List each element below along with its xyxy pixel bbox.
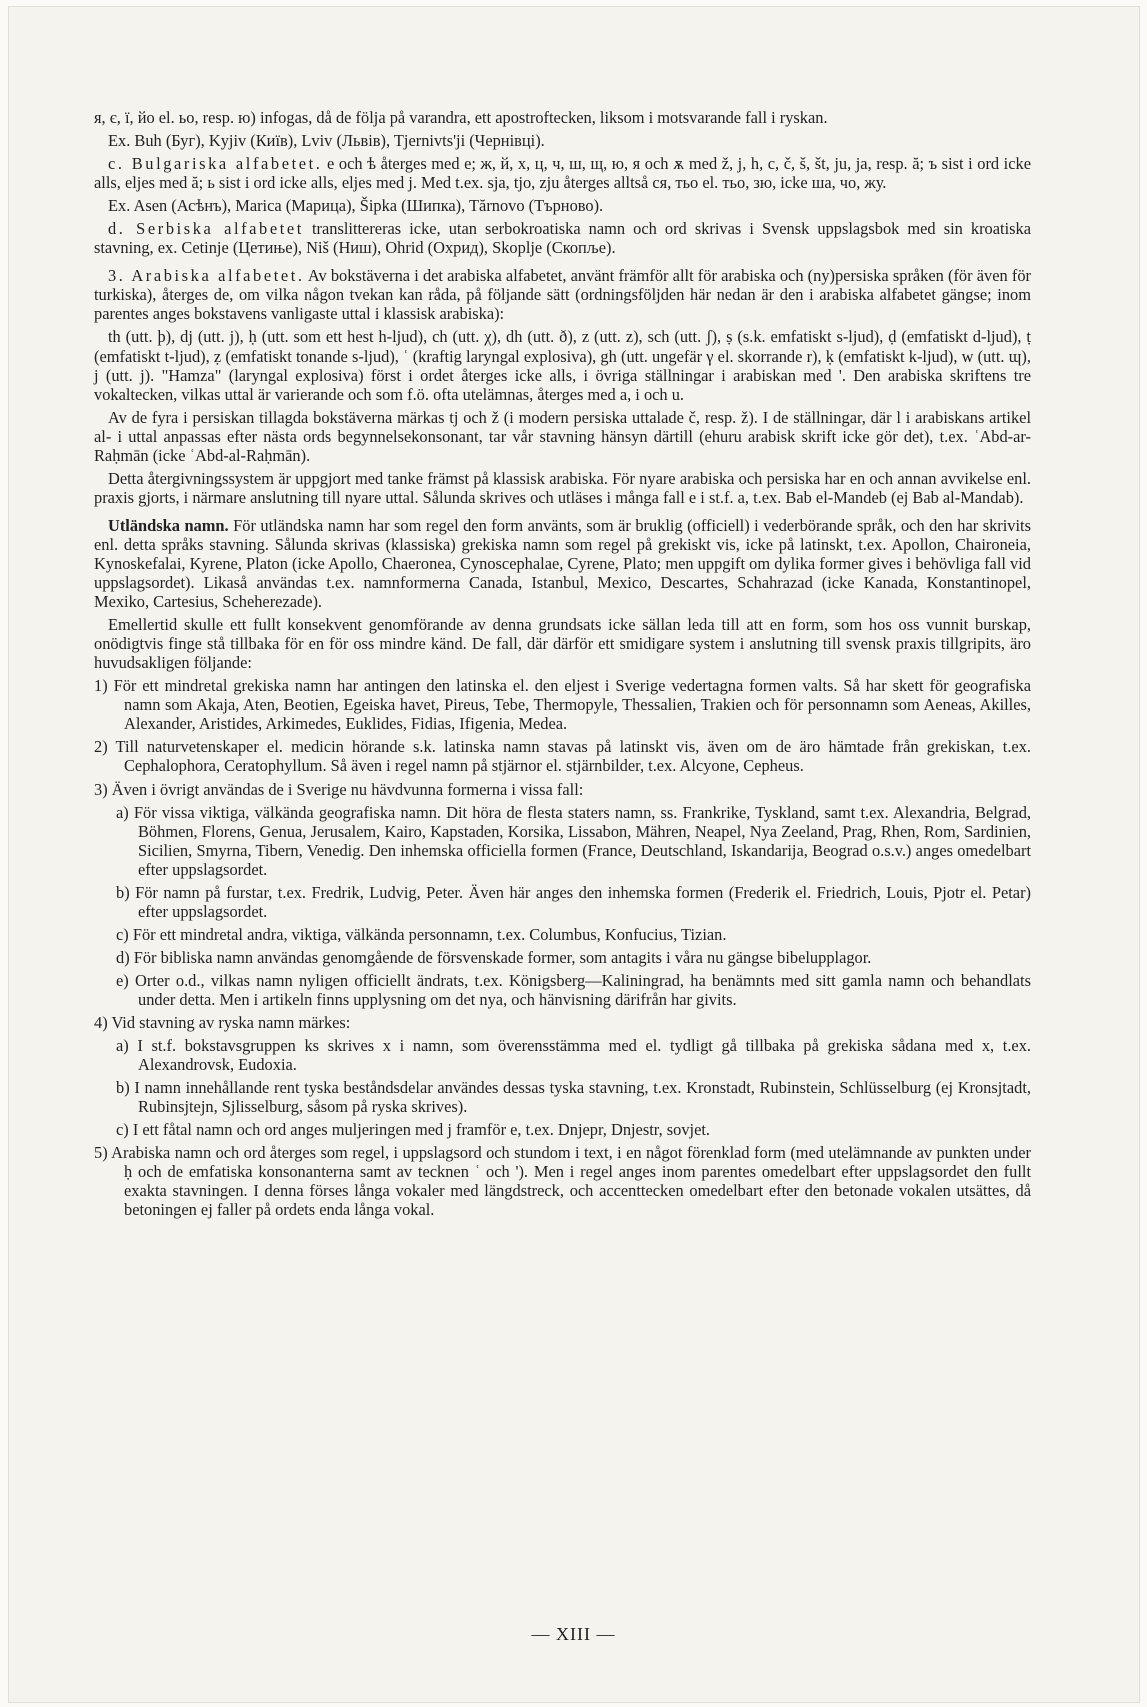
paragraph-persian: Av de fyra i persiskan tillagda bokstäverna märkas tj och ž (i modern persiska uttalade č, resp. ž). I de ställningar, där l i arabiskans artikel al- i uttal anpassas efter nästa ords begynnelsekonsonant, tar vår stavning hänsyn därtill (ehuru arabisk skrift icke gör det), t.ex. ʿAbd-ar-Raḥmān (icke ʿAbd-al-Raḥmān). xyxy=(94,407,1031,465)
heading-serbian-alphabet: d. Serbiska alfabetet xyxy=(108,219,304,239)
list-item-4b: b) I namn innehållande rent tyska beståndsdelar användes dessas tyska stavning, t.ex. Kronstadt, Rubinstein, Schlüsselburg (ej Kronsjtadt, Rubinsjtejn, Sjlisselburg, såsom på ryska skrives). xyxy=(116,1078,1031,1117)
list-item-2: 2) Till naturvetenskaper el. medicin hörande s.k. latinska namn stavas på latinskt vis, även om de äro hämtade från grekiskan, t.ex. Cephalophora, Ceratophyllum. Så även i regel namn på stjärnor el. stjärnbilder, t.ex. Alcyone, Cepheus. xyxy=(94,737,1031,776)
foreign-names-text: För utländska namn har som regel den form använts, som är bruklig (officiell) i vederbörande språk, och den har skrivits enl. detta språks stavning. Sålunda skrivas (klassiska) grekiska namn som regel på grekiskt vis, icke på latinskt, t.ex. Apollon, Chaironeia, Kynoskefalai, Kyrene, Platon (icke Apollo, Chaeronea, Cynoscephalae, Cyrene, Plato; men uppgift om dylika former gives i behövliga fall vid uppslagsordet). Likaså användas t.ex. namnformerna Canada, Istanbul, Mexico, Descartes, Schahrazad (icke Kanada, Konstantinopel, Mexiko, Cartesius, Scheherezade). xyxy=(94,515,1031,612)
paragraph-transcription-system: Detta återgivningssystem är uppgjort med tanke främst på klassisk arabiska. För nyare arabiska och persiska har en och annan avvikelse enl. praxis gjorts, i närmare anslutning till nyare uttal. Sålunda skrives och utläses i många fall e i st.f. a, t.ex. Bab el-Mandeb (ej Bab al-Mandab). xyxy=(94,468,1031,507)
paragraph-bulgarian-examples: Ex. Asen (Асѣнъ), Marica (Марица), Šipka (Шипка), Tărnovo (Търново). xyxy=(108,196,604,216)
paragraph-foreign-names xyxy=(94,516,1031,611)
heading-bulgarian-alphabet: c. Bulgariska alfabetet. xyxy=(108,154,323,174)
paragraph-arabic xyxy=(94,266,1031,323)
list-item-3b: b) För namn på furstar, t.ex. Fredrik, Ludvig, Peter. Även här anges den inhemska formen (Frederik el. Friedrich, Louis, Pjotr el. Petar) efter uppslagsordet. xyxy=(116,882,1031,921)
list-item-3d: d) För bibliska namn användas genomgående de försvenskade former, som antagits i våra nu gängse bibelupplagor. xyxy=(116,947,872,967)
paragraph-serbian xyxy=(94,219,1031,257)
serbian-rules: translittereras icke, utan serbokroatiska namn och ord skrivas i Svensk uppslagsbok med sin kroatiska stavning, ex. Cetinje (Цетиње), Niš (Ниш), Ohrid (Охрид), Skoplje (Скопље). xyxy=(94,219,1031,258)
page-number: — XIII — xyxy=(531,1624,616,1644)
list-item-3c: c) För ett mindretal andra, viktiga, välkända personnamn, t.ex. Columbus, Konfucius, Tizian. xyxy=(116,924,727,944)
list-item-4c: c) I ett fåtal namn och ord anges muljeringen med j framför e, t.ex. Dnjepr, Dnjestr, sovjet. xyxy=(116,1120,711,1140)
list-item-5: 5) Arabiska namn och ord återges som regel, i uppslagsord och stundom i text, i en något förenklad form (med utelämnande av punkten under ḥ och de emfatiska konsonanterna samt av tecknen ʿ och '). Men i regel anges inom parentes omedelbart efter uppslagsordet den fullt exakta stavningen. I denna förses långa vokaler med längdstreck, och accenttecken omedelbart efter den betonade vokalen utsättes, då betoningen ej faller på ordets enda långa vokal. xyxy=(94,1143,1031,1220)
paragraph-bulgarian xyxy=(94,154,1031,192)
list-item-4a: a) I st.f. bokstavsgruppen ks skrives x i namn, som överensstämma med el. tydligt gå tillbaka på grekiska sådana med x, t.ex. Alexandrovsk, Eudoxia. xyxy=(116,1036,1031,1075)
bulgarian-rules: e och ѣ återges med e; ж, й, х, ц, ч, ш, щ, ю, я och ѫ med ž, j, h, c, č, š, št, ju, ja, resp. ă; ъ sist i ord icke alls, eljes med ă; ь sist i ord icke alls, eljes med j. Med t.ex. sja, tjo, zju återges alltså ся, тьо el. тьо, зю, icke ша, чо, жу. xyxy=(94,154,1031,193)
list-item-4: 4) Vid stavning av ryska namn märkes: xyxy=(94,1013,351,1033)
arabic-intro: Av bokstäverna i det arabiska alfabetet, använt främför allt för arabiska och (ny)persiska språken (för även för turkiska), återges de, om vilka någon tvekan kan råda, på följande sätt (ordningsföljden här nedan är den i arabiska alfabetet gängse; inom parentes anges bokstavens vanligaste uttal i klassisk arabiska): xyxy=(94,266,1031,324)
paragraph-arabic-letters: th (utt. þ), dj (utt. j), ḥ (utt. som ett hest h-ljud), ch (utt. χ), dh (utt. ð), z (utt. z), sch (utt. ʃ), ṣ (s.k. emfatiskt s-ljud), ḍ (emfatiskt d-ljud), ṭ (emfatiskt t-ljud), ẓ (emfatiskt tonande s-ljud), ʿ (kraftig laryngal explosiva), gh (utt. ungefär γ el. skorrande r), ḳ (emfatiskt k-ljud), w (utt. ɰ), j (utt. j). "Hamza" (laryngal explosiva) först i ordet återges icke alls, i övriga ställningar i arabiskan med '. Den arabiska skriftens tre vokaltecken, vilkas uttal är varierande och som f.ö. ofta utelämnas, återges med a, i och u. xyxy=(94,327,1031,404)
paragraph-ukrainian-examples: Ex. Buh (Буг), Kyjiv (Київ), Lviv (Львів), Tjernivts'ji (Чернівці). xyxy=(108,131,545,151)
list-item-3: 3) Även i övrigt användas de i Sverige nu hävdvunna formerna i vissa fall: xyxy=(94,779,584,799)
list-item-1: 1) För ett mindretal grekiska namn har antingen den latinska el. den eljest i Sverige vedertagna formen valts. Så har skett för geografiska namn som Akaja, Aten, Beotien, Egeiska havet, Pireus, Tebe, Thermopyle, Thessalien, Trakien och för personnamn som Aeneas, Akilles, Alexander, Aristides, Arkimedes, Euklides, Fidias, Ifigenia, Medea. xyxy=(94,676,1031,734)
paragraph-apostrophe: я, є, ї, йо el. ьо, resp. ю) infogas, då de följa på varandra, ett apostroftecken, liksom i motsvarande fall i ryskan. xyxy=(94,108,828,127)
body-text xyxy=(94,108,1031,1223)
heading-foreign-names: Utländska namn. xyxy=(108,515,229,535)
list-item-3e: e) Orter o.d., vilkas namn nyligen officiellt ändrats, t.ex. Königsberg—Kaliningrad, ha benämnts med sitt gamla namn och behandlats under detta. Men i artikeln finns upplysning om det nya, och hänvisning därifrån har givits. xyxy=(116,970,1031,1009)
heading-arabic-alphabet: 3. Arabiska alfabetet. xyxy=(108,266,305,286)
list-item-3a: a) För vissa viktiga, välkända geografiska namn. Dit höra de flesta staters namn, ss. Frankrike, Tyskland, samt t.ex. Alexandria, Belgrad, Böhmen, Florens, Genua, Jerusalem, Kairo, Kapstaden, Korsika, Lissabon, Mähren, Neapel, Nya Zeeland, Prag, Rhen, Rom, Sardinien, Sicilien, Smyrna, Tibern, Venedig. Den inhemska officiella formen (France, Deutschland, Iskandarija, Beograd o.s.v.) anges omedelbart efter uppslagsordet. xyxy=(116,802,1031,879)
paragraph-exceptions: Emellertid skulle ett fullt konsekvent genomförande av denna grundsats icke sällan leda till att en form, som hos oss vunnit burskap, onödigtvis finge stå tillbaka för en för oss mindre känd. De fall, där därför ett smidigare system i anslutning till svensk praxis tillgripits, äro huvudsakligen följande: xyxy=(94,615,1031,673)
